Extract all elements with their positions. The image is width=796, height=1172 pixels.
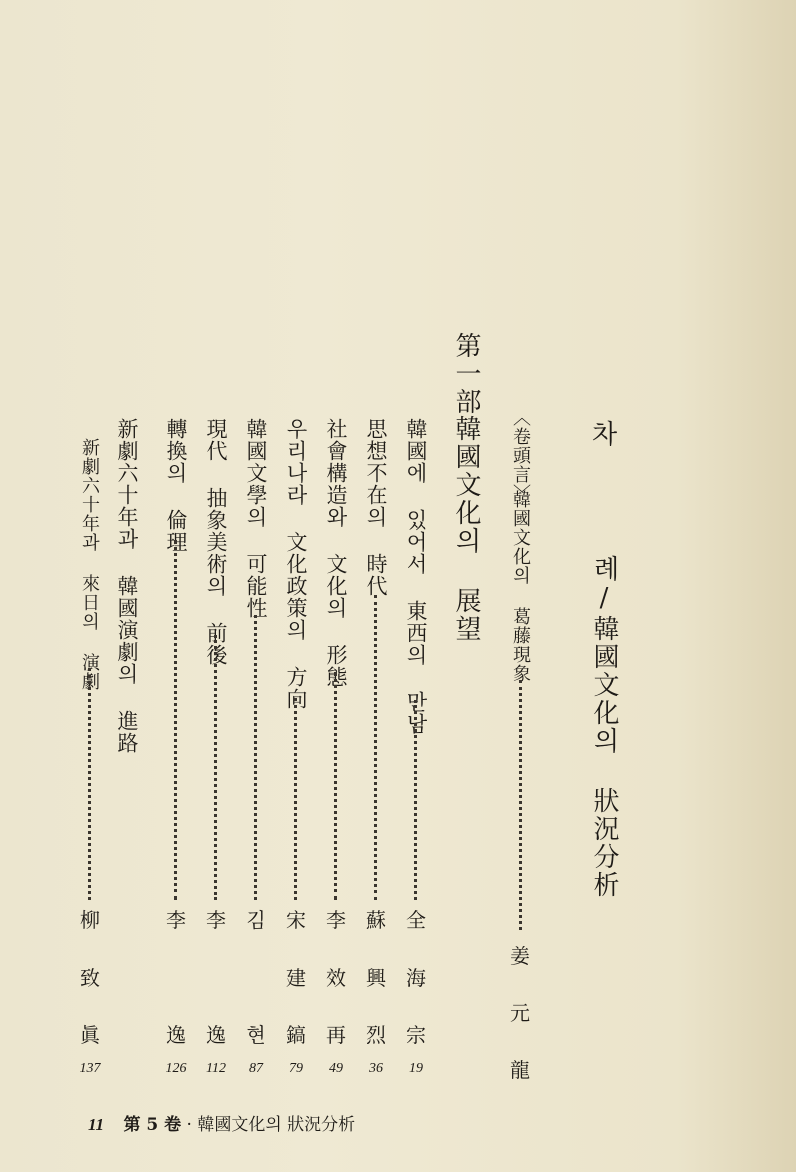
preface-author-3: 龍 — [510, 1058, 530, 1082]
entry-author-2: 建 — [286, 966, 306, 990]
entry-title: 韓國에 있어서 東西의 만남 — [404, 418, 428, 735]
entry-author-2: 逸 — [206, 1023, 226, 1047]
entry-page-number: 36 — [369, 1061, 383, 1076]
preface-author-2: 元 — [510, 1001, 530, 1025]
toc-title-cha: 차 — [587, 420, 617, 448]
footer-separator: · — [186, 1115, 192, 1135]
leader-dots — [519, 680, 522, 930]
entry-title: 우리나라 文化政策의 方向 — [284, 418, 308, 710]
entry-author-1: 柳 — [80, 908, 100, 932]
entry-page-number: 79 — [289, 1061, 303, 1076]
entry-author-1: 蘇 — [366, 908, 386, 932]
entry-title: 社會構造와 文化의 形態 — [324, 418, 348, 688]
part-label: 第一部 — [451, 332, 481, 416]
entry-author-1: 李 — [166, 908, 186, 932]
entry-author-3: 再 — [326, 1023, 346, 1047]
entry-author-2: 逸 — [166, 1023, 186, 1047]
entry-title: 轉換의 倫理 — [164, 418, 188, 553]
entry-author-2: 效 — [326, 966, 346, 990]
leader-dots — [254, 615, 257, 900]
entry-page-number: 19 — [409, 1061, 423, 1076]
entry-author-1: 李 — [206, 908, 226, 932]
entry-page-number: 126 — [165, 1061, 187, 1076]
footer-volume: 第 5 卷 — [123, 1115, 182, 1135]
leader-dots — [294, 698, 297, 900]
entry-author-2: 興 — [366, 966, 386, 990]
entry-author-2: 현 — [246, 1023, 266, 1047]
part-title: 韓國文化의 展望 — [451, 415, 481, 643]
entry-title: 新劇六十年과 來日의 演劇 — [79, 438, 100, 691]
toc-title: 례/韓國文化의 狀況分析 — [589, 555, 619, 899]
preface-title: 韓國文化의 葛藤現象 — [510, 490, 531, 683]
entry-author-3: 烈 — [366, 1023, 386, 1047]
footer-page-number: 11 — [88, 1115, 105, 1134]
footer-series-title: 韓國文化의 狀況分析 — [197, 1115, 356, 1135]
entry-author-3: 鎬 — [286, 1023, 306, 1047]
entry-section-heading: 新劇六十年과 韓國演劇의 進路 — [115, 418, 139, 754]
entry-author-2: 致 — [80, 966, 100, 990]
entry-page-number: 112 — [206, 1061, 226, 1076]
entry-title: 現代 抽象美術의 前後 — [204, 418, 228, 666]
entry-author-1: 全 — [406, 908, 426, 932]
page-footer — [88, 1110, 355, 1135]
entry-page-number: 87 — [249, 1061, 263, 1076]
leader-dots — [88, 668, 91, 900]
entry-title: 韓國文學의 可能性 — [244, 418, 268, 619]
entry-author-3: 宗 — [406, 1023, 426, 1047]
leader-dots — [334, 672, 337, 900]
entry-title: 思想不在의 時代 — [364, 418, 388, 597]
entry-author-1: 김 — [246, 908, 266, 932]
entry-author-3: 眞 — [80, 1023, 100, 1047]
entry-author-2: 海 — [406, 966, 426, 990]
leader-dots — [214, 635, 217, 900]
leader-dots — [414, 700, 417, 900]
entry-page-number: 49 — [329, 1061, 343, 1076]
preface-tag: 〈卷頭言〉 — [510, 408, 531, 503]
leader-dots — [374, 595, 377, 900]
entry-page-number: 137 — [79, 1061, 101, 1076]
entry-author-1: 宋 — [286, 908, 306, 932]
entry-author-1: 李 — [326, 908, 346, 932]
leader-dots — [174, 540, 177, 900]
preface-author-1: 姜 — [510, 944, 530, 968]
